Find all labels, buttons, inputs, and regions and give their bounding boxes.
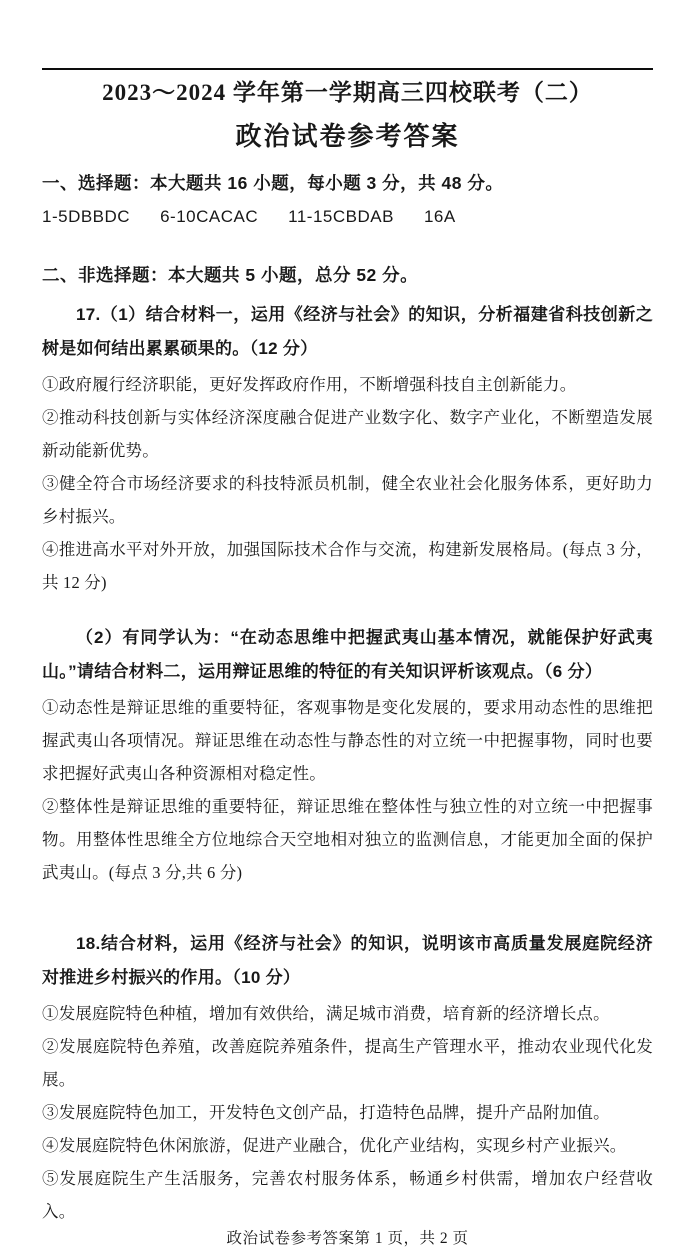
choice-section-heading: 一、选择题：本大题共 16 小题，每小题 3 分，共 48 分。 (42, 173, 504, 193)
answer-point: ④推进高水平对外开放，加强国际技术合作与交流，构建新发展格局。(每点 3 分，共 12 分) (42, 540, 653, 592)
page-footer: 政治试卷参考答案第 1 页，共 2 页 (226, 1230, 469, 1247)
question-18-block (42, 889, 653, 1228)
question-17-2-text: （2）有同学认为：“在动态思维中把握武夷山基本情况，就能保护好武夷山。”请结合材料二，运用辩证思维的特征的有关知识评析该观点。（6 分） (42, 628, 653, 681)
question-17-1-answers (42, 368, 653, 599)
page-subtitle: 政治试卷参考答案 (235, 121, 460, 151)
answer-point: ①发展庭院特色种植，增加有效供给，满足城市消费，培育新的经济增长点。 (42, 1004, 610, 1023)
question-18-answers (42, 997, 653, 1228)
answer-point: ③健全符合市场经济要求的科技特派员机制，健全农业社会化服务体系，更好助力乡村振兴。 (42, 474, 653, 526)
answer-point: ②发展庭院特色养殖，改善庭院养殖条件，提高生产管理水平，推动农业现代化发展。 (42, 1037, 653, 1089)
question-17-1-block (42, 290, 653, 599)
page-title: 2023～2024 学年第一学期高三四校联考（二） (102, 80, 593, 105)
choice-answer-group-3: 11-15CBDAB (288, 207, 394, 226)
answer-point: ③发展庭院特色加工，开发特色文创产品，打造特色品牌，提升产品附加值。 (42, 1103, 610, 1122)
question-18-text: 18.结合材料，运用《经济与社会》的知识，说明该市高质量发展庭院经济对推进乡村振兴的作用。（10 分） (42, 934, 653, 987)
answer-point: ①政府履行经济职能，更好发挥政府作用，不断增强科技自主创新能力。 (42, 375, 577, 394)
answer-point: ②推动科技创新与实体经济深度融合促进产业数字化、数字产业化，不断塑造发展新动能新优势。 (42, 408, 653, 460)
answer-point: ②整体性是辩证思维的重要特征，辩证思维在整体性与独立性的对立统一中把握事物。用整体性思维全方位地综合天空地相对独立的监测信息，才能更加全面的保护武夷山。(每点 3 分,共 6 分) (42, 797, 653, 882)
choice-answer-group-4: 16A (423, 207, 456, 226)
question-17-1-text: 17.（1）结合材料一，运用《经济与社会》的知识，分析福建省科技创新之树是如何结出累累硕果的。（12 分） (42, 305, 653, 358)
header-divider (42, 68, 653, 70)
free-response-section-heading: 二、非选择题：本大题共 5 小题，总分 52 分。 (42, 265, 419, 285)
answer-point: ④发展庭院特色休闲旅游，促进产业融合，优化产业结构，实现乡村产业振兴。 (42, 1136, 627, 1155)
choice-answer-group-2: 6-10CACAC (160, 207, 259, 226)
question-17-2-block (42, 599, 653, 889)
answer-point: ①动态性是辩证思维的重要特征，客观事物是变化发展的，要求用动态性的思维把握武夷山各项情况。辩证思维在动态性与静态性的对立统一中把握事物，同时也要求把握好武夷山各种资源相对稳定性。 (42, 698, 653, 783)
question-17-2-answers (42, 691, 653, 889)
choice-answer-key (42, 204, 653, 230)
answer-point: ⑤发展庭院生产生活服务，完善农村服务体系，畅通乡村供需，增加农户经营收入。 (42, 1169, 653, 1221)
choice-answer-group-1: 1-5DBBDC (42, 207, 131, 226)
